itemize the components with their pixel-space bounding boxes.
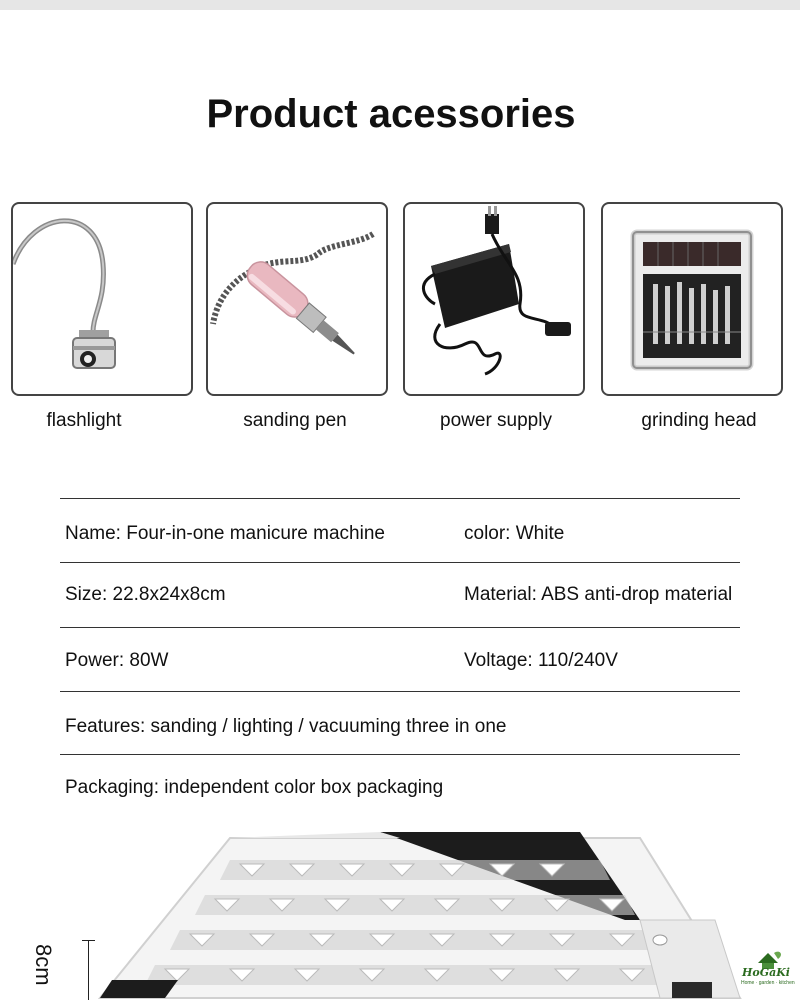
power-supply-icon [405,204,583,394]
grinding-head-image [601,202,783,396]
divider-line [60,691,740,692]
sanding-pen-icon [208,204,386,394]
spec-name: Name: Four-in-one manicure machine [65,523,385,544]
spec-size: Size: 22.8x24x8cm [65,584,226,605]
flashlight-image [11,202,193,396]
top-bar [0,0,800,10]
grinding-head-icon [603,204,781,394]
divider-line [60,498,740,499]
spec-packaging: Packaging: independent color box packaging [65,777,444,798]
flashlight-icon [13,204,191,394]
divider-line [60,627,740,628]
spec-voltage: Voltage: 110/240V [464,650,618,671]
divider-line [60,562,740,563]
spec-power: Power: 80W [65,650,169,671]
spec-material: Material: ABS anti-drop material [464,584,733,605]
caption-power-supply: power supply [440,410,552,431]
power-supply-image [403,202,585,396]
divider-line [60,754,740,755]
spec-features: Features: sanding / lighting / vacuuming three in one [65,716,507,737]
brand-logo-text: HoGaKi [742,966,790,979]
caption-grinding-head: grinding head [641,410,757,431]
caption-sanding-pen: sanding pen [243,410,347,431]
height-dimension-line [88,940,89,1000]
sanding-pen-image [206,202,388,396]
height-dimension-label: 8cm [31,944,56,986]
manicure-machine-image [0,820,800,1000]
spec-color: color: White [464,523,565,544]
brand-logo-tagline: Home · garden · kitchen [741,980,795,986]
caption-flashlight: flashlight [46,410,122,431]
page-title: Product acessories [206,92,576,136]
